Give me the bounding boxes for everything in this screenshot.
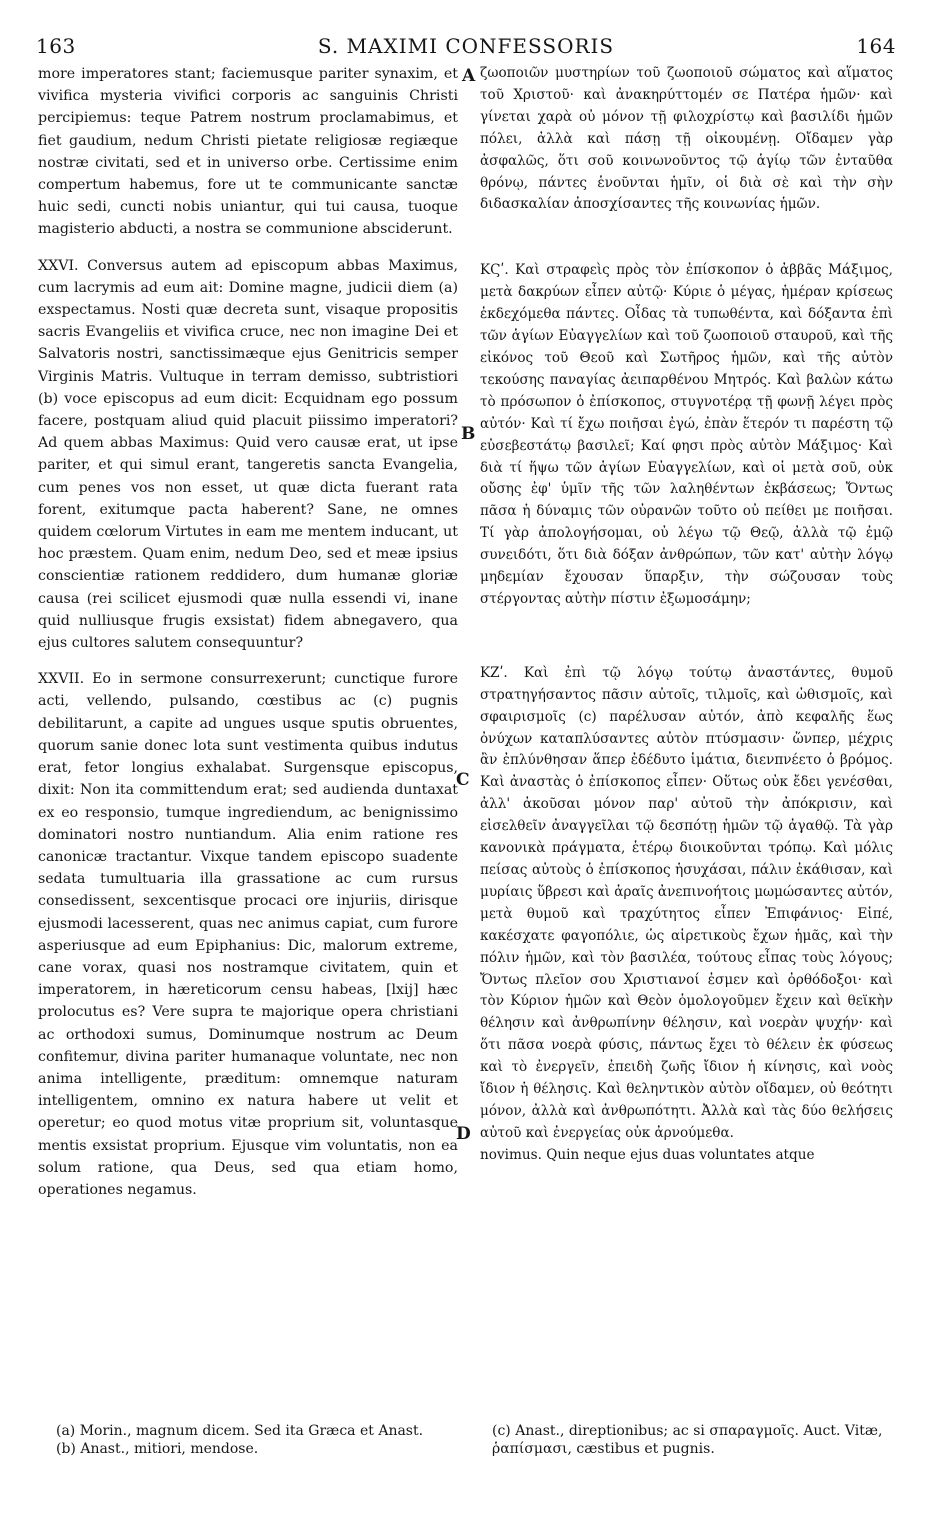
greek-paragraph-kz: ΚΖʹ. Καὶ ἐπὶ τῷ λόγῳ τούτῳ ἀναστάντες, θυμοῦ στρατηγήσαντος πᾶσιν αὐτοῖς, τιλμοῖς, καὶ ὠθισμοῖς, καὶ σφαιρισμοῖς (c) παρέλυσαν αὐτόν, ἀπὸ κεφαλῆς ἕως ὀνύχων καταπλύσαντες αὐτὸν πτύσμασιν· ὥνπερ, μέχρις ἂν ἐπλύνθησαν ἅπερ ἐδέδυτο ἱμάτια, διενπνέετο ὁ βρόμος. Καὶ ἀναστὰς ὁ ἐπίσκοπος εἶπεν· Οὕτως οὐκ ἔδει γενέσθαι, ἀλλ' ἀκοῦσαι μόνον παρ' αὐτοῦ τὴν ἀπόκρισιν, καὶ εἰσελθεῖν ἀναγγεῖλαι τῷ δεσπότῃ ἡμῶν τῷ ἀγαθῷ. Τὰ γὰρ κανονικὰ πράγματα, ἑτέρῳ διοικοῦνται τρόπῳ. Καὶ μόλις πείσας αὐτοὺς ὁ ἐπίσκοπος ἡσυχάσαι, πάλιν ἐκάθισαν, καὶ μυρίαις ὕβρεσι καὶ ἀραῖς ἀνεπινοήτοις μωμώσαντες αὐτόν, μετὰ θυμοῦ καὶ τραχύτητος εἶπεν Ἐπιφάνιος· Εἰπέ, κακέσχατε φαγοπόλιε, ὡς αἱρετικοὺς ἔχων ἡμᾶς, καὶ τὴν πόλιν ἡμῶν, καὶ τὸν βασιλέα, τούτους εἶπας τοὺς λόγους; Ὄντως πλεῖον σου Χριστιανοί ἐσμεν καὶ ὀρθόδοξοι· καὶ τὸν Κύριον ἡμῶν καὶ Θεὸν ὁμολογοῦμεν ἔχειν καὶ θεϊκὴν θέλησιν καὶ ἀνθρωπίνην θέλησιν, καὶ νοερὰν ψυχήν· καὶ ὅτι πᾶσα νοερὰ φύσις, πάντως ἔχει τὸ θέλειν ἐκ φύσεως καὶ τὸ ἐνεργεῖν, ἐπειδὴ ζωῆς ἴδιον ἡ κίνησις, καὶ νοὸς ἴδιον ἡ θέλησις. Καὶ θεληντικὸν αὐτὸν οἴδαμεν, οὐ θεότητι μόνον, ἀλλὰ καὶ ἀνθρωπότητι. Ἀλλὰ καὶ τὰς δύο θελήσεις αὐτοῦ καὶ ἐνεργείας οὐκ ἀρνούμεθα. xyxy=(480,664,893,1141)
margin-marker-b: B xyxy=(461,424,476,444)
page-number-right: 164 xyxy=(856,34,896,58)
latin-paragraph-intro: more imperatores stant; faciemusque pariter synaxim, et vivifica mysteria vivifici corporis ac sanguinis Christi percipiemus: teque Patrem nostrum proclamabimus, et fiet gaudium, nedum Christi pietate religiosæ regiæque nostræ civitati, sed et in universo orbe. Certissime enim compertum habemus, fore ut te communicante sanctæ huic sedi, cuncti nobis uniantur, qui tui causa, tuoque magisterio abducti, a nostra se communione absciderunt. xyxy=(38,66,458,238)
latin-paragraph-xxvii: XXVII. Eo in sermone consurrexerunt; cunctique furore acti, vellendo, pulsando, cœstibus ac (c) pugnis debilitarunt, a capite ad ungues usque sputis obruentes, quorum sanie donec lota sunt vestimenta quibus indutus erat, fetor longius exhalabat. Surgensque episcopus, dixit: Non ita committendum erat; sed audienda duntaxat ex eo responsio, tumque ingrediendum, ac benignissimo dominatori nostro nuntiandum. Alia enim ratione res canonicæ tractantur. Vixque tandem episcopo suadente sedata tumultuaria illa grassatione ac cum rursus consedissent, sexcentisque procaci ore injuriis, dirisque ejusmodi lacesserent, quas nec animus capiat, cum furore asperiusque ad eum Epiphanius: Dic, malorum extreme, cane vorax, quasi nos nostramque civitatem, quin et imperatorem, in hæreticorum censu habeas, [lxij] hæc prolocutus es? Vere supra te majorique opera christiani ac orthodoxi sumus, Dominumque nostrum ac Deum confitemur, divina pariter humanaque voluntate, nec non anima intelligente, præditum: omnemque naturam intelligentem, omnino ex natura habere ut velit et operetur; eo quod motus vitæ proprium sit, voluntasque mentis exsistat proprium. Ejusque vim voluntatis, non ea solum ratione, qua Deus, sed qua etiam homo, operationes negamus. xyxy=(38,671,458,1198)
running-title: S. MAXIMI CONFESSORIS xyxy=(317,34,615,58)
footnote-b: (b) Anast., mitiori, mendose. xyxy=(56,1441,259,1457)
greek-paragraph-ks: ΚϚʹ. Καὶ στραφεὶς πρὸς τὸν ἐπίσκοπον ὁ ἀββᾶς Μάξιμος, μετὰ δακρύων εἶπεν αὐτῷ· Κύριε ὁ μέγας, ἡμέραν κρίσεως ἐκδεχόμεθα πάντες. Οἶδας τὰ τυπωθέντα, καὶ δόξαντα ἐπὶ τῶν ἁγίων Εὐαγγελίων καὶ τοῦ ζωοποιοῦ σταυροῦ, καὶ τῆς εἰκόνος τοῦ Θεοῦ καὶ Σωτῆρος ἡμῶν, καὶ τῆς αὐτὸν τεκούσης παναγίας ἀειπαρθένου Μητρός. Καὶ βαλὼν κάτω τὸ πρόσωπον ὁ ἐπίσκοπος, στυγνοτέρᾳ τῇ φωνῇ λέγει πρὸς αὐτόν· Καὶ τί ἔχω ποιῆσαι ἐγώ, ἐπὰν ἕτερόν τι παρέστη τῷ εὐσεβεστάτῳ βασιλεῖ; Καί φησι πρὸς αὐτὸν Μάξιμος· Καὶ διὰ τί ἥψω τῶν ἁγίων Εὐαγγελίων, καὶ οἱ μετὰ σοῦ, οὐκ οὔσης ἐφ' ὑμῖν τῆς τῶν λαληθέντων ἐκβάσεως; Ὄντως πᾶσα ἡ δύναμις τῶν οὐρανῶν τοῦτο οὐ πείθει με ποιῆσαι. Τί γὰρ ἀπολογήσομαι, οὐ λέγω τῷ Θεῷ, ἀλλὰ τῷ ἐμῷ συνειδότι, ὅτι διὰ δόξαν ἀνθρώπων, τῶν κατ' αὐτὴν λόγῳ μηδεμίαν ἔχουσαν ὕπαρξιν, τὴν σώζουσαν τοὺς στέργοντας αὐτὴν πίστιν ἐξωμοσάμην; xyxy=(480,262,893,607)
latin-paragraph-xxvi: XXVI. Conversus autem ad episcopum abbas Maximus, cum lacrymis ad eum ait: Domine magne, judicii diem (a) exspectamus. Nosti quæ decreta sunt, visaque propositis sacris Evangeliis et vivifica cruce, nec non imagine Dei et Salvatoris nostri, sanctissimæque ejus Genitricis semper Virginis Matris. Vultuque in terram demisso, subtristiori (b) voce episcopus ad eum dicit: Ecquidnam ego possum facere, postquam aliud quid placuit piissimo imperatori? Ad quem abbas Maximus: Quid vero causæ erat, ut ipse pariter, et qui simul erant, tangeretis sancta Evangelia, cum penes vos non esset, ut quæ dicta fuerant rata forent, exitumque pacta haberent? Sane, ne omnes quidem cœlorum Virtutes in eam me mentem inducant, ut hoc præstem. Quam enim, nedum Deo, sed et meæ ipsius conscientiæ rationem reddidero, dum humanæ gloriæ causa (rei scilicet ejusmodi quæ nulla essendi vi, inane quid nulliusque frugis exsistat) fidem abnegavero, qua ejus cultores salutem consequuntur? xyxy=(38,257,458,652)
latin-column xyxy=(38,63,458,1201)
page-number-left: 163 xyxy=(36,34,76,58)
greek-paragraph-intro: ζωοποιῶν μυστηρίων τοῦ ζωοποιοῦ σώματος καὶ αἵματος τοῦ Χριστοῦ· καὶ ἀνακηρύττομέν σε Πατέρα ἡμῶν· καὶ γίνεται χαρὰ οὐ μόνον τῇ φιλοχρίστῳ καὶ βασιλίδι ἡμῶν πόλει, ἀλλὰ καὶ πάσῃ τῇ οἰκουμένῃ. Οἴδαμεν γὰρ ἀσφαλῶς, ὅτι σοῦ κοινωνοῦντος τῷ ἁγίῳ τῶν ἐνταῦθα θρόνῳ, πάντες ἑνοῦνται ἡμῖν, οἱ διὰ σὲ καὶ τὴν σὴν διδασκαλίαν ἀποσχίσαντες τῆς κοινωνίας ἡμῶν. xyxy=(480,65,893,213)
page-header xyxy=(36,34,896,62)
footnotes-left xyxy=(56,1422,456,1458)
footnotes-right xyxy=(492,1422,892,1458)
margin-marker-d: D xyxy=(456,1124,471,1144)
margin-marker-a: A xyxy=(462,66,476,86)
footnote-c: (c) Anast., direptionibus; ac si σπαραγμοῖς. Auct. Vitæ, ῥαπίσμασι, cæstibus et pugnis. xyxy=(492,1423,883,1457)
latin-continuation-line: novimus. Quin neque ejus duas voluntates atque xyxy=(480,1146,815,1163)
margin-marker-c: C xyxy=(456,770,470,790)
footnote-a: (a) Morin., magnum dicem. Sed ita Græca et Anast. xyxy=(56,1423,424,1439)
greek-column xyxy=(480,63,893,1167)
